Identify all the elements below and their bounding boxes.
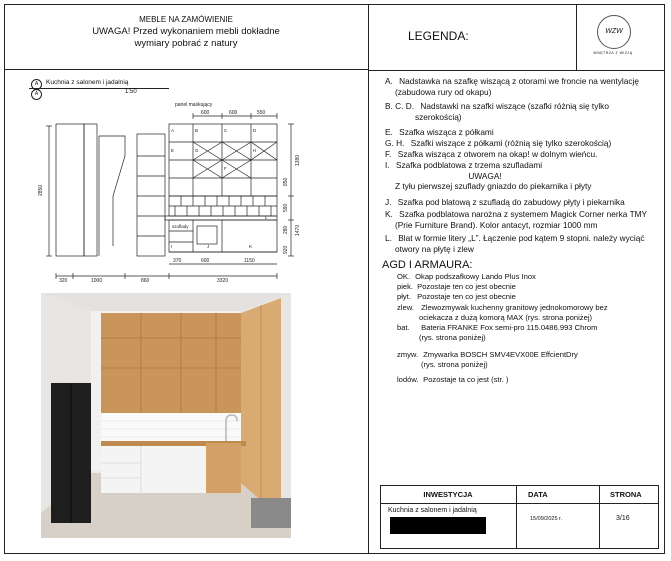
legend-text: Szafka podblatowa z trzema szufladami [395,160,543,170]
date-value: 15/09/2025 r. [530,516,563,522]
cabinet-letter-c: C [224,128,228,133]
agd-key: bat. [397,323,410,332]
agd-item-zmywarka [397,350,662,370]
legend-key: J. [385,197,392,207]
agd-key: zmyw. [397,350,419,359]
legend-item-e [385,127,665,138]
legend-key: K. [385,209,393,219]
page-value: 3/16 [616,515,630,522]
agd-text: Pozostaje ten co jest obecnie [417,282,516,291]
legend-item-i [385,160,665,192]
agd-text: Zmywarka BOSCH SMV4EVX00E EffcientDry [423,350,578,359]
legend-key: G. H. [385,138,405,148]
legend-item-a [385,76,665,97]
cabinet-letter-d: D [253,128,257,133]
base-dim-1: 320 [59,278,68,284]
legend-text: Szafki wiszące z półkami (różnią się tylko szerokością) [410,138,612,148]
legend-text-2: szerokością) [415,111,462,122]
header-divider-right [368,70,665,71]
redacted-block [390,517,486,534]
legend-key: F. [385,149,392,159]
header-date: DATA [528,490,548,499]
section-marker-bottom: A [31,89,42,100]
right-dim-1: 1380 [295,154,301,166]
title-underline [29,88,169,89]
header-line-3: wymiary pobrać z natury [134,38,238,49]
agd-title: AGD I ARMAURA: [382,259,473,271]
left-height-dim: 2850 [38,184,44,196]
legend-text: Szafka wisząca z otworem na okap! w dolnym wieńcu. [397,149,598,159]
cabinet-letter-k: K [249,244,253,249]
drawing-title-block [29,78,179,98]
table-header-divider [380,503,659,504]
legend-item-gh [385,138,665,149]
cabinet-letter-l: L [265,215,268,220]
legend-text: Szafka wisząca z półkami [399,127,494,137]
header-line-1: MEBLE NA ZAMÓWIENIE [139,15,233,24]
drawing-title: Kuchnia z salonem i jadalnią [46,79,129,86]
cabinet-letter-f: F [224,166,227,171]
agd-item-piekarnik [397,282,662,292]
top-dim-1: 600 [201,110,210,116]
table-border-bottom [380,548,659,549]
cabinet-letter-g: G [195,148,199,153]
cabinet-letter-e: E [171,148,175,153]
logo-divider [576,4,577,70]
header-page: STRONA [610,490,642,499]
agd-text: Okap podszafkowy Lando Plus Inox [415,272,536,281]
base-dim-4: 3320 [217,278,229,284]
kitchen-render-image [41,293,291,538]
bottom-dim-1: 370 [173,258,182,264]
cabinet-letter-i: I [171,244,173,249]
legend-warning: UWAGA! [468,170,502,181]
bottom-dim-3: 1150 [244,258,255,264]
agd-item-plyta [397,292,662,302]
agd-text: Bateria FRANKE Fox semi-pro 115.0486.993 Chrom [421,323,598,332]
legend-text-2: (Prie Furniture Brand). Kolor antacyt, rozmiar 1000 mm [395,219,598,230]
cabinet-letter-h: H [253,148,257,153]
agd-text: Pozostaje ta co jest (str. ) [423,375,509,384]
legend-text: Blat w formie litery „L”. Łączenie pod kątem 9 stopni. należy wyciąć [398,233,645,243]
header-divider-left [4,69,368,70]
table-border-right [658,485,659,549]
table-col-divider-2 [599,485,600,549]
legend-text: Nadstawka na szafkę wiszącą z otorami we froncie na wentylację [399,76,639,86]
agd-text-2: (rys. strona poniżej) [421,360,488,369]
legend-item-l [385,233,665,254]
cabinet-letter-a: A [171,128,175,133]
top-dim-3: 550 [257,110,266,116]
legend-item-j [385,197,665,208]
page-header [4,14,368,50]
legend-text: Szafka podblatowa narożna z systemem Magick Corner nerka TMY [399,209,648,219]
panel-label: panel maskujący [175,102,213,108]
legend-text-2: otwory na płytę i zlew [395,243,474,254]
legend-text-2: (zabudowa rury od okapu) [395,86,492,97]
logo-subtitle: WNĘTRZA Z WIZJĄ [593,51,633,55]
agd-text-2: (rys. strona poniżej) [419,333,486,342]
kitchen-elevation-drawing [29,96,304,286]
agd-key: zlew. [397,303,414,312]
logo-initials: WZW [605,28,623,35]
right-dim-4: 280 [283,225,289,234]
agd-item-bateria [397,323,662,343]
right-dim-2: 850 [283,177,289,186]
legend-title: LEGENDA: [408,29,469,43]
table-col-divider-1 [516,485,517,549]
agd-item-lodowka [397,375,662,385]
agd-text-2: ociekacza z dużą komorą MAX (rys. strona poniżej) [419,313,593,322]
legend-key: I. [385,160,390,170]
header-investment: INWESTYCJA [423,490,473,499]
legend-item-bcd [385,101,665,122]
top-dim-2: 600 [229,110,238,116]
agd-key: lodów. [397,375,419,384]
bottom-dim-2: 600 [201,258,210,264]
investment-value: Kuchnia z salonem i jadalnią [388,507,477,514]
cabinet-letter-b: B [195,128,199,133]
right-dim-5: 1470 [295,224,301,236]
legend-text: Nadstawki na szafki wiszące (szafki różnią się tylko [420,101,609,111]
section-marker-top: A [31,79,42,90]
legend-item-f [385,149,665,160]
agd-key: płyt. [397,292,411,301]
agd-text: Zlewozmywak kuchenny granitowy jednokomorowy bez [421,303,608,312]
cabinet-letter-j: J [207,244,210,249]
legend-text-3: Z tyłu pierwszej szuflady gniazdo do piekarnika i płyty [395,181,592,192]
agd-key: OK. [397,272,411,281]
legend-text: Szafka pod blatową z szufladą do zabudowy płyty i piekarnika [397,197,625,207]
legend-key: B. C. D. [385,101,415,111]
right-dim-3: 590 [283,203,289,212]
drawer-label: szuflady [172,224,189,229]
legend-key: E. [385,127,393,137]
agd-key: piek. [397,282,414,291]
legend-item-k [385,209,665,230]
agd-item-zlew [397,303,662,323]
company-logo [597,15,631,49]
right-dim-6: 920 [283,245,289,254]
header-line-2: UWAGA! Przed wykonaniem mebli dokładne [92,26,280,37]
table-border-top [380,485,659,486]
drawing-scale: 1:50 [125,89,137,95]
agd-item-okap [397,272,662,282]
agd-text: Pozostaje ten co jest obecnie [417,292,516,301]
legend-key: A. [385,76,393,86]
legend-key: L. [385,233,392,243]
base-dim-2: 1000 [91,278,103,284]
base-dim-3: 860 [141,278,150,284]
center-divider [368,4,369,554]
